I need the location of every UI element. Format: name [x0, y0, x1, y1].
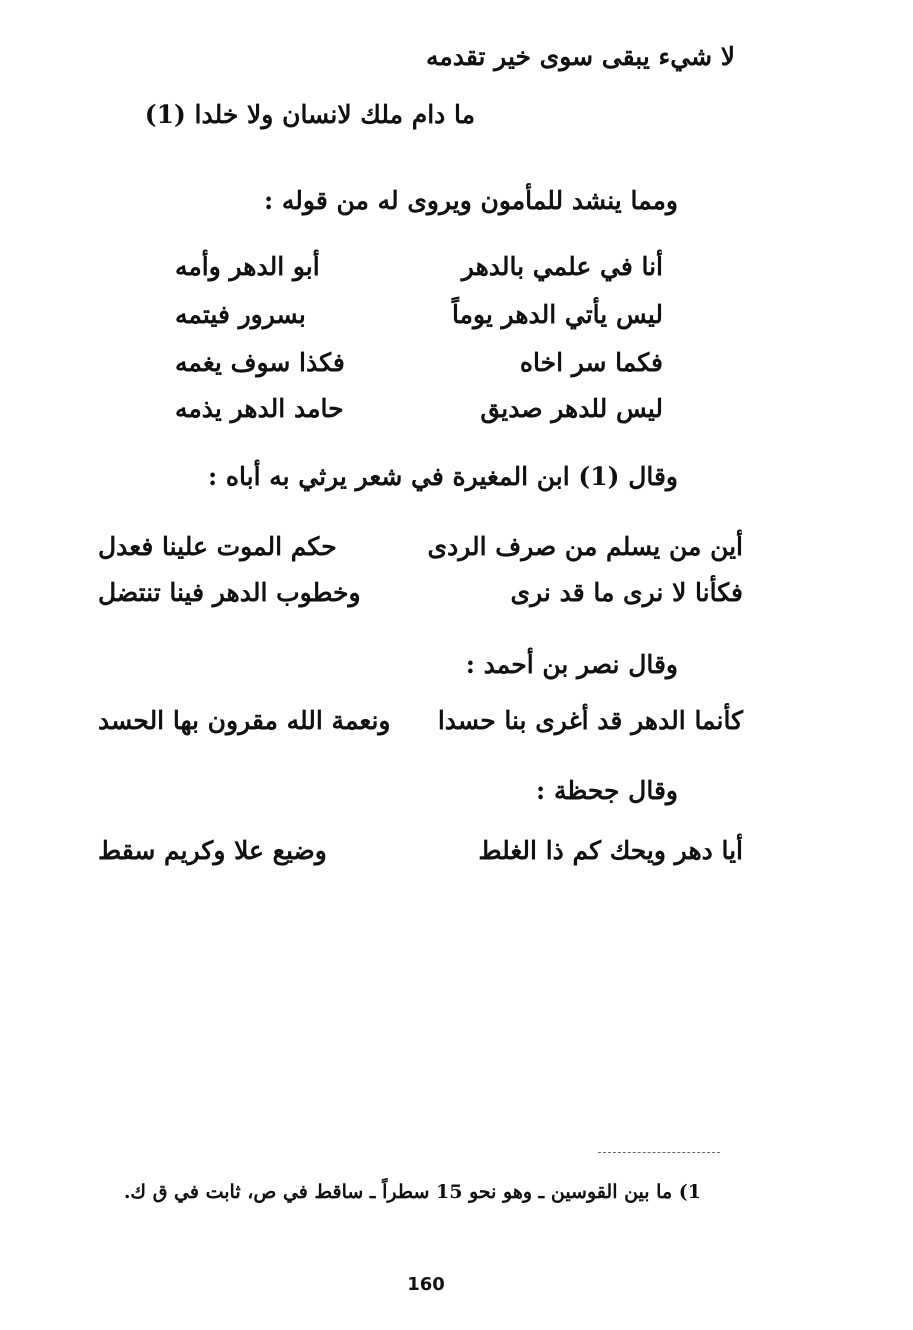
verse-left-hemistich: فكذا سوف يغمه	[175, 348, 345, 377]
intro-mamun: ومما ينشد للمأمون ويروى له من قوله :	[263, 186, 678, 215]
footnote: 1) ما بين القوسين ـ وهو نحو 15 سطراً ـ ساقط في ص، ثابت في ق ك.	[123, 1181, 701, 1203]
verse-left-hemistich: وخطوب الدهر فينا تنتضل	[98, 578, 361, 607]
verse-row	[175, 298, 663, 332]
verse-left-hemistich: حامد الدهر يذمه	[175, 394, 344, 423]
footnote-separator	[598, 1152, 720, 1153]
verse-right-hemistich: كأنما الدهر قد أغرى بنا حسدا	[437, 706, 743, 735]
verse-left-hemistich: بسرور فيتمه	[175, 300, 306, 329]
verse-row	[98, 530, 743, 564]
intro-ibn-mughira: وقال (1) ابن المغيرة في شعر يرثي به أباه :	[207, 462, 678, 491]
verse-left-hemistich: أبو الدهر وأمه	[175, 252, 320, 281]
page-number: 160	[407, 1274, 445, 1295]
verse-row	[98, 834, 743, 868]
verse-right-hemistich: ليس للدهر صديق	[480, 394, 663, 423]
verse-right-hemistich: أين من يسلم من صرف الردى	[427, 532, 743, 561]
verse-right-hemistich: فكأنا لا نرى ما قد نرى	[510, 578, 743, 607]
verse-left-hemistich: ونعمة الله مقرون بها الحسد	[98, 706, 391, 735]
verse-right-hemistich: أيا دهر ويحك كم ذا الغلط	[478, 836, 743, 865]
verse-row	[98, 704, 743, 738]
verse-left-hemistich: حكم الموت علينا فعدل	[98, 532, 337, 561]
verse-row	[175, 250, 663, 284]
intro-jahza: وقال جحظة :	[536, 776, 678, 805]
verse-right-hemistich: أنا في علمي بالدهر	[461, 252, 663, 281]
verse-right-hemistich: فكما سر اخاه	[519, 348, 663, 377]
top-verse-line-2: ما دام ملك لانسان ولا خلدا (1)	[144, 100, 475, 129]
verse-row	[98, 576, 743, 610]
intro-nasr: وقال نصر بن أحمد :	[465, 650, 678, 679]
top-verse-line-1: لا شيء يبقى سوى خير تقدمه	[425, 42, 735, 71]
verse-row	[175, 346, 663, 380]
verse-row	[175, 392, 663, 426]
verse-left-hemistich: وضيع علا وكريم سقط	[98, 836, 327, 865]
verse-right-hemistich: ليس يأتي الدهر يوماً	[451, 300, 663, 329]
